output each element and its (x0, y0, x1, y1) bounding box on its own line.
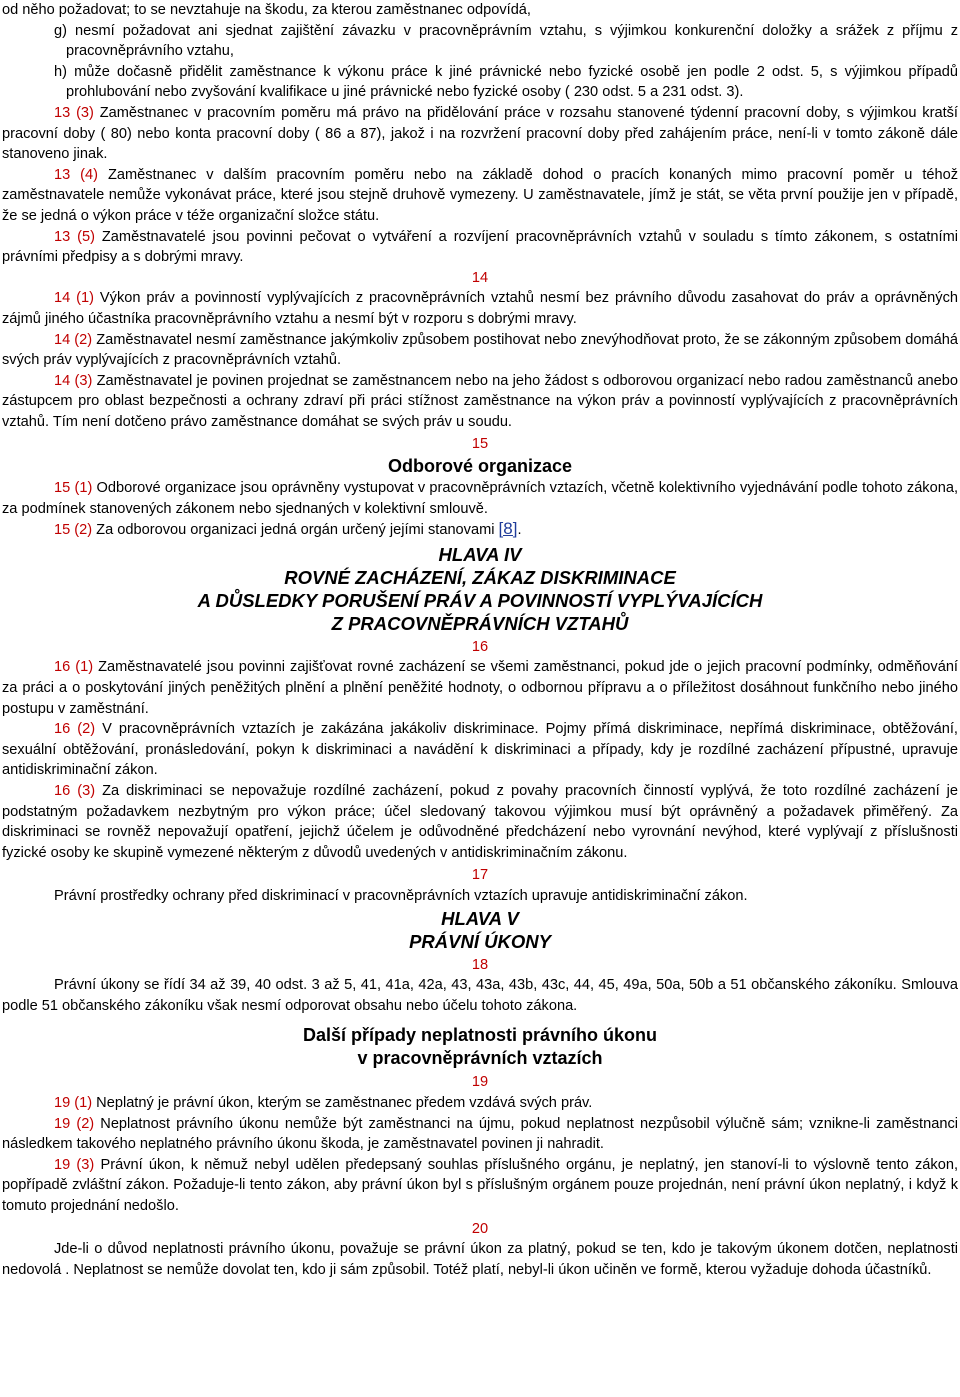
paragraph-text: Výkon práv a povinností vyplývajících z pracovněprávních vztahů nesmí bez právního důvodu zasahovat do práv a oprávněných zájmů jiného účastníka pracovněprávního vztahu a nesmí být v rozporu s dobrými mravy. (2, 290, 959, 327)
paragraph-14-3 (2, 371, 958, 433)
part-title-line-1: ROVNÉ ZACHÁZENÍ, ZÁKAZ DISKRIMINACE (284, 566, 676, 588)
paragraph-14-1 (2, 288, 958, 329)
paragraph-19-3 (2, 1155, 958, 1217)
paragraph-text: Zaměstnanec v dalším pracovním poměru nebo na základě dohod o pracích konaných mimo pracovní poměr u téhož zaměstnavatele nemůže vykonávat práce, které jsou stejně druhově vymezeny. U zaměstnavatele, jímž je stát, se věta první použije jen v případě, že se jedná o výkon práce v téže organizační složce státu. (2, 166, 959, 224)
section-heading-16[interactable]: 16 (471, 638, 489, 655)
paragraph-14-2 (2, 330, 958, 371)
paragraph-text: Zaměstnavatel je povinen projednat se zaměstnancem nebo na jeho žádost s odborovou organizací nebo radou zaměstnanců anebo zástupcem pro oblast bezpečnosti a ochrany zdraví při práci stížnost zaměstnance na výkon práv a povinností vyplývajících z pracovněprávních vztahů. Tím není dotčeno právo zaměstnance domáhat se svých práv u soudu. (2, 372, 958, 430)
paragraph-text: Za diskriminaci se nepovažuje rozdílné zacházení, pokud z povahy pracovních činností vyplývá, že toto rozdílné zacházení je podstatným požadavkem nezbytným pro výkon práce; účel sledovaný takovou výjimkou musí být oprávněný a požadavek přiměřený. Za diskriminaci se rovněž nepovažují opatření, jejichž účelem je odůvodněné předcházení nebo vyrovnání nevýhod, které vyplývají z příslušnosti fyzické osoby ke skupině vymezené některým z důvodů uvedených v antidiskriminačním zákonu. (2, 783, 959, 861)
paragraph-19-1 (2, 1093, 958, 1114)
paragraph-text: Za odborovou organizaci jedná orgán určený jejími stanovami (92, 522, 499, 539)
section-ref[interactable]: 16 (3) (54, 783, 96, 799)
intro-line: od něho požadovat; to se nevztahuje na škodu, za kterou zaměstnanec odpovídá, (2, 2, 531, 18)
paragraph-13-5 (2, 227, 958, 268)
section-heading-17[interactable]: 17 (471, 867, 489, 884)
section-heading-14[interactable]: 14 (471, 269, 489, 286)
section-ref[interactable]: 15 (2) (54, 522, 93, 539)
section-heading-15[interactable]: 15 (471, 436, 489, 453)
paragraph-text: Zaměstnanec v pracovním poměru má právo na přidělování práce v rozsahu stanovené týdenní pracovní doby, s výjimkou kratší pracovní doby ( 80) nebo konta pracovní doby ( 86 a 87), jakož i na rozvržení pracovní doby před zahájením práce, není-li v tomto zákoně dále stanoveno jinak. (2, 104, 958, 163)
section-ref[interactable]: 13 (3) (54, 104, 94, 121)
section-ref[interactable]: 14 (3) (54, 372, 93, 389)
list-item-h: h) může dočasně přidělit zaměstnance k výkonu práce k jiné právnické nebo fyzické osobě jen podle 2 odst. 5, s výjimkou případů prohlubování nebo zvyšování kvalifikace u jiné právnické nebo fyzické osoby ( 230 odst. 5 a 231 odst. 3). (54, 63, 958, 101)
part-title-line-2: A DŮSLEDKY PORUŠENÍ PRÁV A POVINNOSTÍ VYPLÝVAJÍCÍCH (197, 589, 763, 611)
footnote-link[interactable]: [8] (498, 519, 518, 539)
section-ref[interactable]: 15 (1) (54, 480, 93, 497)
section-ref[interactable]: 19 (3) (54, 1156, 95, 1173)
part-title-pravni-ukony: PRÁVNÍ ÚKONY (409, 930, 551, 952)
list-item-g: g) nesmí požadovat ani sjednat zajištění závazku v pracovněprávním vztahu, s výjimkou konkurenční doložky a srážek z příjmu z pracovněprávního vztahu, (54, 22, 958, 60)
part-title-line-3: Z PRACOVNĚPRÁVNÍCH VZTAHŮ (331, 612, 629, 634)
paragraph-17: Právní prostředky ochrany před diskriminací v pracovněprávních vztazích upravuje antidiskriminační zákon. (54, 887, 748, 904)
section-ref[interactable]: 19 (1) (54, 1094, 93, 1111)
paragraph-16-1 (2, 657, 958, 719)
paragraph-15-1 (2, 478, 958, 519)
section-title-15: Odborové organizace (387, 456, 573, 477)
paragraph-16-3 (2, 781, 958, 863)
paragraph-text: Zaměstnavatelé jsou povinni pečovat o vytváření a rozvíjení pracovněprávních vztahů v souladu s tímto zákonem, s ostatními právními předpisy a s dobrými mravy. (2, 228, 958, 266)
paragraph-18: Právní úkony se řídí 34 až 39, 40 odst. 3 až 5, 41, 41a, 42a, 43, 43a, 43b, 43c, 44, 45, 49a, 50a, 50b a 51 občanského zákoníku. Smlouva podle 51 občanského zákoníku však nesmí odporovat obsahu nebo účelu tohoto zákona. (2, 977, 958, 1014)
paragraph-13-4 (2, 165, 958, 227)
paragraph-text: Zaměstnavatelé jsou povinni zajišťovat rovné zacházení se všemi zaměstnanci, pokud jde o jejich pracovní podmínky, odměňování za práci a o poskytování jiných peněžitých plnění a plnění peněžité hodnoty, o odbornou přípravu a o příležitost dosáhnout funkčního nebo jiného postupu v zaměstnání. (2, 659, 958, 717)
section-ref[interactable]: 14 (2) (54, 331, 93, 348)
section-heading-18[interactable]: 18 (471, 956, 489, 973)
subheading-line-1: Další případy neplatnosti právního úkonu (302, 1025, 658, 1046)
paragraph-text: V pracovněprávních vztazích je zakázána jakákoliv diskriminace. Pojmy přímá diskriminace, nepřímá diskriminace, obtěžování, sexuální obtěžování, pronásledování, pokyn k diskriminaci a navádění k diskriminaci a případy, kdy je rozdílné zacházení přípustné, upravuje antidiskriminační zákon. (2, 721, 958, 779)
section-ref[interactable]: 19 (2) (54, 1115, 95, 1132)
section-ref[interactable]: 13 (5) (54, 228, 95, 245)
paragraph-text: Neplatný je právní úkon, kterým se zaměstnanec předem vzdává svých práv. (92, 1094, 593, 1111)
paragraph-13-3 (2, 103, 958, 165)
subheading-line-2: v pracovněprávních vztazích (357, 1048, 603, 1069)
paragraph-text: Právní úkon, k němuž nebyl udělen předepsaný souhlas příslušného orgánu, je neplatný, jen stanoví-li to výslovně tento zákon, popřípadě zvláštní zákon. Požaduje-li tento zákon, aby právní úkon byl s příslušným orgánem pouze projednán, není právní úkon neplatný, i když k tomuto projednání nedošlo. (2, 1156, 958, 1214)
paragraph-19-2 (2, 1114, 958, 1155)
section-ref[interactable]: 13 (4) (54, 166, 99, 183)
section-ref[interactable]: 16 (2) (54, 721, 96, 738)
paragraph-20: Jde-li o důvod neplatnosti právního úkonu, považuje se právní úkon za platný, pokud se ten, kdo je takovým úkonem dotčen, neplatnosti nedovolá . Neplatnost se nemůže dovolat ten, kdo ji sám způsobil. Totéž platí, nebyl-li úkon učiněn ve formě, kterou vyžaduje dohoda účastníků. (2, 1241, 958, 1278)
section-heading-20[interactable]: 20 (471, 1220, 489, 1237)
section-ref[interactable]: 16 (1) (54, 659, 94, 676)
paragraph-16-2 (2, 719, 958, 781)
paragraph-end: . (517, 522, 522, 539)
section-heading-19[interactable]: 19 (471, 1074, 489, 1091)
paragraph-text: Zaměstnavatel nesmí zaměstnance jakýmkoliv způsobem postihovat nebo znevýhodňovat proto, že se zákonným způsobem domáhá svých práv vyplývajících z pracovněprávních vztahů. (2, 331, 958, 369)
paragraph-text: Odborové organizace jsou oprávněny vystupovat v pracovněprávních vztazích, včetně kolektivního vyjednávání podle tohoto zákona, za podmínek stanovených zákonem nebo sjednaných v kolektivní smlouvě. (2, 480, 959, 517)
section-ref[interactable]: 14 (1) (54, 290, 94, 307)
part-label-hlava-v: HLAVA V (441, 907, 519, 929)
paragraph-15-2 (2, 519, 958, 541)
part-label-hlava-iv: HLAVA IV (438, 543, 522, 565)
paragraph-text: Neplatnost právního úkonu nemůže být zaměstnanci na újmu, pokud neplatnost nezpůsobil výlučně sám; vznikne-li zaměstnanci následkem takového neplatného právního úkonu škoda, je zaměstnavatel povinen ji nahradit. (2, 1115, 958, 1153)
